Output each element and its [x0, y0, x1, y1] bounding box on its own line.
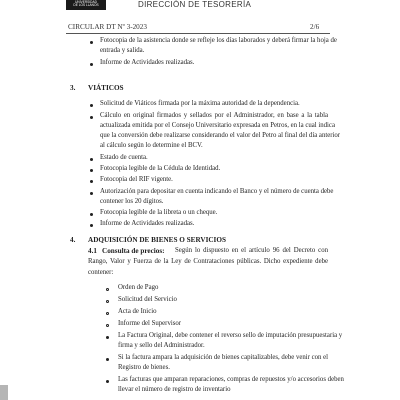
- subsection-title: Consulta de precios:: [102, 247, 165, 255]
- bullet: [90, 41, 93, 44]
- bullet: [90, 192, 93, 195]
- list-item: Solicitud de Viáticos firmada por la máxima autoridad de la dependencia.: [100, 100, 300, 107]
- bullet: [106, 336, 109, 339]
- bullet: [90, 224, 93, 227]
- list-item: Informe del Supervisor: [118, 320, 182, 327]
- page-number: 2/6: [310, 23, 320, 31]
- bullet: [90, 63, 93, 66]
- list-item: Fotocopia del RIF vigente.: [100, 176, 173, 183]
- list-item: Informe de Actividades realizadas.: [100, 59, 195, 66]
- header-divider: [66, 33, 330, 34]
- paragraph-line: Según lo dispuesto en el artículo 96 del Decreto con: [175, 247, 328, 254]
- list-item: Informe de Actividades realizadas.: [100, 220, 195, 227]
- list-item-continuation: Registro de bienes.: [118, 364, 170, 371]
- section-title: ADQUISICIÓN DE BIENES O SERVICIOS: [88, 236, 226, 244]
- bullet: [90, 104, 93, 107]
- section-number: 3.: [70, 84, 76, 92]
- list-item-continuation: que la conversión debe realizarse considerando el valor del Petro al final del día anterior: [100, 132, 341, 139]
- list-item: La Factura Original, debe contener el reverso sello de imputación presupuestaria y: [118, 332, 343, 339]
- bullet: [106, 312, 109, 315]
- bullet: [106, 380, 109, 383]
- list-item-continuation: actualizada emitida por el Consejo Universitario expresada en Petros, en la cual indica: [100, 122, 335, 129]
- paragraph-line: Rango, Valor y Fuerza de la Ley de Contrataciones públicas. Dicho expediente debe: [88, 258, 328, 265]
- bullet: [90, 116, 93, 119]
- section-title: VIÁTICOS: [88, 84, 124, 92]
- bullet: [90, 213, 93, 216]
- bullet: [90, 180, 93, 183]
- list-item: Las facturas que amparan reparaciones, compras de repuestos y/o accesorios deben: [118, 376, 344, 383]
- list-item: Orden de Pago: [118, 284, 159, 291]
- list-item: Si la factura ampara la adquisición de bienes capitalizables, debe venir con el: [118, 354, 329, 361]
- paragraph-line: contener:: [88, 269, 114, 276]
- bullet: [106, 300, 109, 303]
- list-item: Acta de Inicio: [118, 308, 157, 315]
- bullet: [106, 358, 109, 361]
- bullet: [90, 158, 93, 161]
- bullet: [106, 288, 109, 291]
- scan-edge-shadow: [0, 385, 8, 400]
- section-number: 4.: [70, 236, 76, 244]
- list-item-continuation: llevar el número de registro de inventario: [118, 386, 231, 393]
- subsection-number: 4.1: [88, 247, 97, 255]
- list-item: Cálculo en original firmados y sellados por el Administrador, en base a la tabla: [100, 112, 328, 119]
- bullet: [106, 324, 109, 327]
- list-item-continuation: entrada y salida.: [100, 47, 145, 54]
- list-item-continuation: firma y sello del Administrador.: [118, 342, 205, 349]
- list-item: Fotocopia de la asistencia donde se refleje los días laborados y deberá firmar la hoja de: [100, 37, 337, 44]
- list-item: Fotocopia legible de la Cédula de Identidad.: [100, 165, 221, 172]
- list-item: Estado de cuenta.: [100, 154, 148, 161]
- list-item: Fotocopia legible de la libreta o un cheque.: [100, 209, 218, 216]
- bullet: [90, 169, 93, 172]
- university-logo: UNIVERSIDAD DE LOS LLANOS: [66, 0, 106, 10]
- department-title: DIRECCIÓN DE TESORERÍA: [138, 0, 252, 9]
- circular-number: CIRCULAR DT Nº 3-2023: [68, 23, 147, 31]
- list-item: Autorización para depositar en cuenta indicando el Banco y el número de cuenta debe: [100, 188, 334, 195]
- list-item-continuation: contener los 20 dígitos.: [100, 198, 164, 205]
- list-item: Solicitud del Servicio: [118, 296, 177, 303]
- list-item-continuation: al cálculo según lo determine el BCV.: [100, 142, 203, 149]
